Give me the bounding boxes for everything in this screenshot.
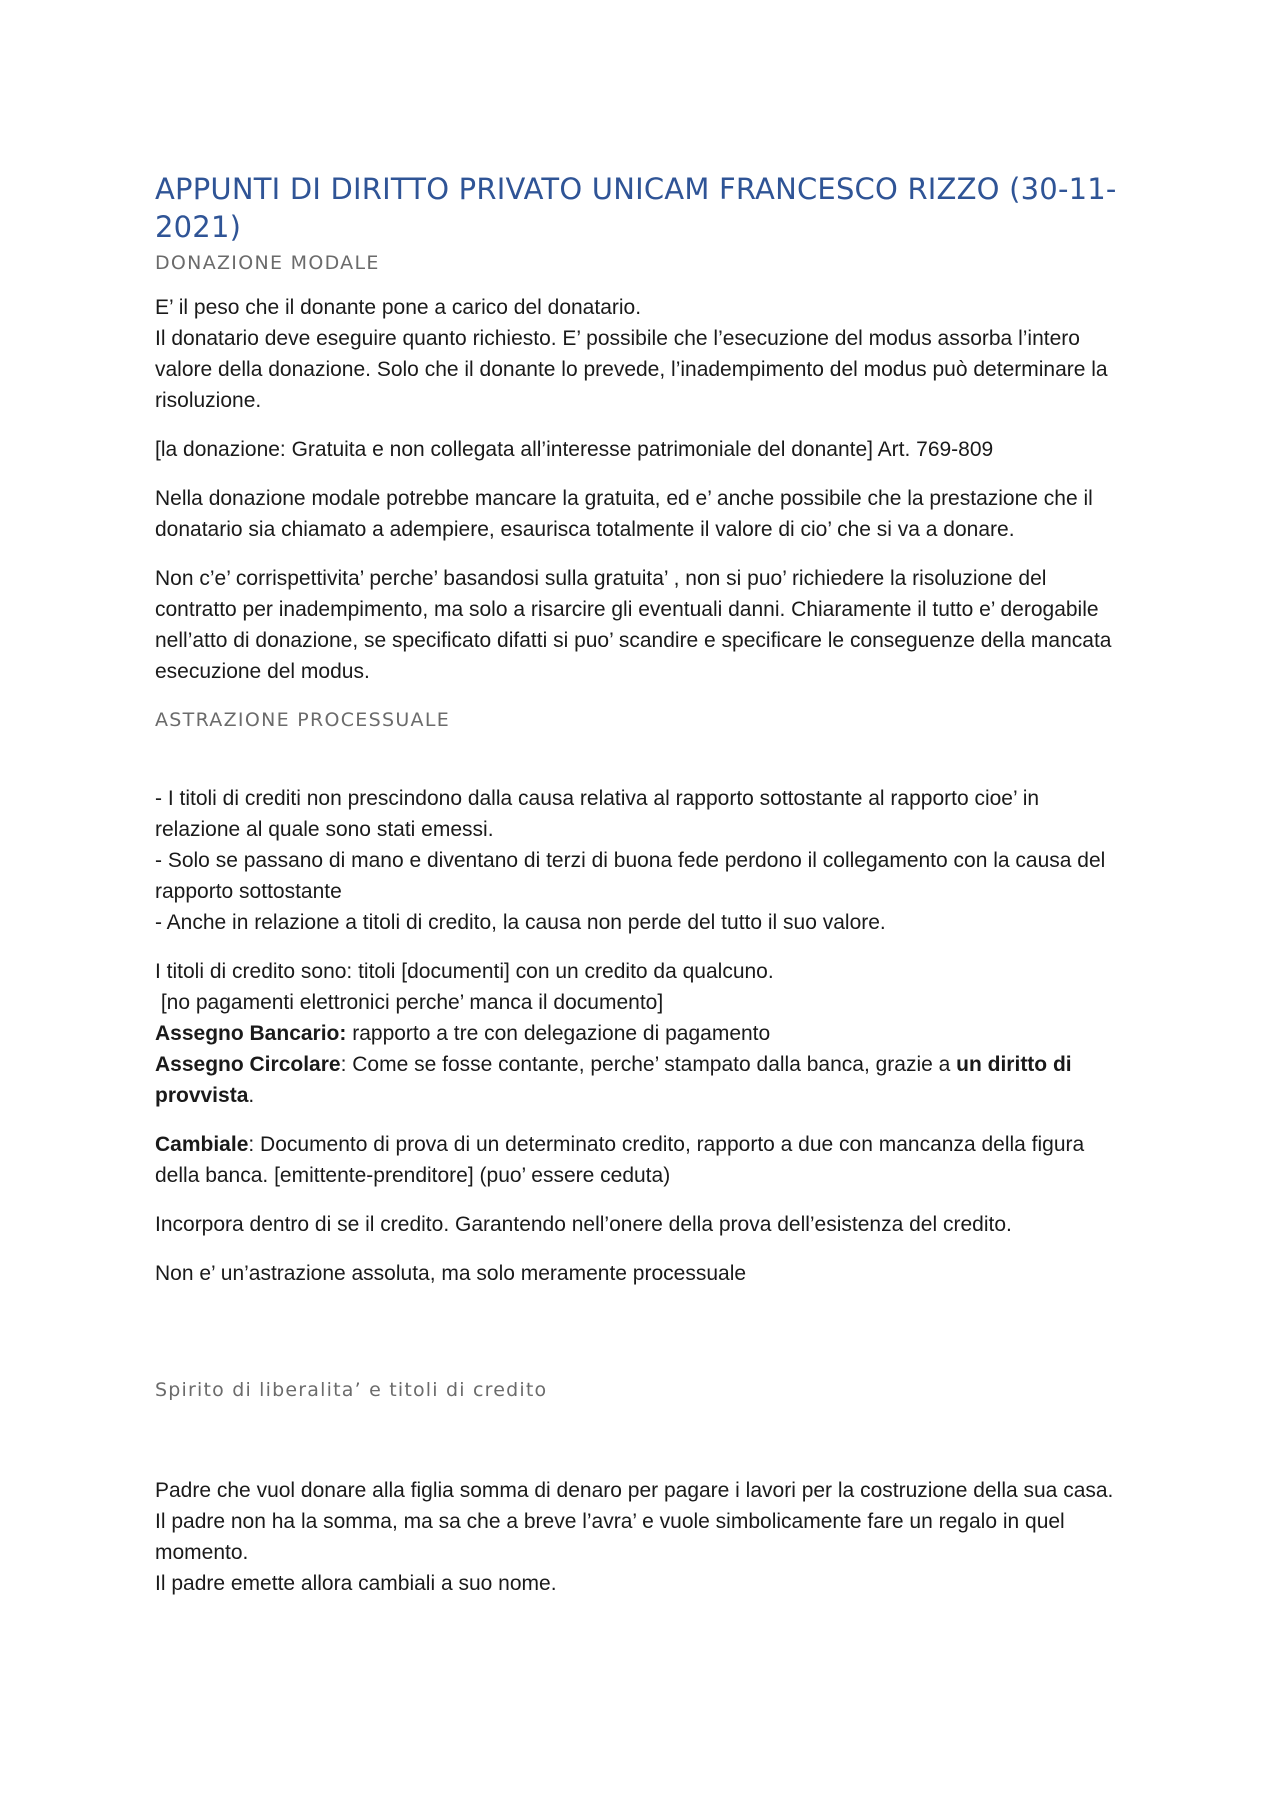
paragraph-donazione-2: [la donazione: Gratuita e non collegata all’interesse patrimoniale del donante] Art. 769-809: [155, 438, 994, 461]
bold-diritto-provvista: un diritto di provvista: [155, 1053, 1072, 1107]
definition-assegno-circolare: : Come se fosse contante, perche’ stampato dalla banca, grazie a: [340, 1053, 957, 1076]
list-item: - Anche in relazione a titoli di credito, la causa non perde del tutto il suo valore.: [155, 911, 886, 934]
document-title: APPUNTI DI DIRITTO PRIVATO UNICAM FRANCESCO RIZZO (30-11-2021): [155, 172, 1117, 244]
paragraph-incorpora: Incorpora dentro di se il credito. Garantendo nell’onere della prova dell’esistenza del credito.: [155, 1213, 1012, 1236]
line: Il padre emette allora cambiali a suo nome.: [155, 1572, 557, 1595]
paragraph-titoli: [155, 956, 1130, 1111]
document-page: [155, 170, 1130, 1599]
paragraph-spirito: [155, 1475, 1130, 1599]
line: I titoli di credito sono: titoli [documenti] con un credito da qualcuno.: [155, 960, 774, 983]
section-heading-donazione: DONAZIONE MODALE: [155, 252, 380, 274]
term-cambiale: Cambiale: [155, 1133, 249, 1156]
paragraph-donazione-1: [155, 292, 1130, 416]
list-item: - I titoli di crediti non prescindono dalla causa relativa al rapporto sottostante al rapporto cioe’ in relazione al quale sono stati emessi.: [155, 787, 1040, 841]
paragraph-donazione-3: Nella donazione modale potrebbe mancare la gratuita, ed e’ anche possibile che la prestazione che il donatario sia chiamato a adempiere, esaurisca totalmente il valore di cio’ che si va a donare.: [155, 487, 1093, 541]
line: Il padre non ha la somma, ma sa che a breve l’avra’ e vuole simbolicamente fare un regalo in quel momento.: [155, 1510, 1065, 1564]
list-item: - Solo se passano di mano e diventano di terzi di buona fede perdono il collegamento con la causa del rapporto sottostante: [155, 849, 1106, 903]
paragraph-donazione-4: Non c’e’ corrispettivita’ perche’ basandosi sulla gratuita’ , non si puo’ richiedere la risoluzione del contratto per inadempimento, ma solo a risarcire gli eventuali danni. Chiaramente il tutto e’ derogabile nell’atto di donazione, se specificato difatti si puo’ scandire e specificare le conseguenze della mancata esecuzione del modus.: [155, 567, 1112, 683]
paragraph-astrazione-assoluta: Non e’ un’astrazione assoluta, ma solo meramente processuale: [155, 1262, 747, 1285]
line: [no pagamenti elettronici perche’ manca il documento]: [155, 991, 664, 1014]
term-assegno-bancario: Assegno Bancario:: [155, 1022, 347, 1045]
paragraph-astrazione-bullets: [155, 783, 1130, 938]
definition-cambiale: : Documento di prova di un determinato credito, rapporto a due con mancanza della figura della banca. [emittente-prenditore] (puo’ essere ceduta): [155, 1133, 1085, 1187]
line: Padre che vuol donare alla figlia somma di denaro per pagare i lavori per la costruzione della sua casa.: [155, 1479, 1114, 1502]
section-heading-astrazione: ASTRAZIONE PROCESSUALE: [155, 709, 451, 731]
line: Il donatario deve eseguire quanto richiesto. E’ possibile che l’esecuzione del modus assorba l’intero valore della donazione. Solo che il donante lo prevede, l’inadempimento del modus può determinare la risoluzione.: [155, 327, 1108, 412]
period: .: [248, 1084, 255, 1107]
definition-assegno-bancario: rapporto a tre con delegazione di pagamento: [346, 1022, 771, 1045]
term-assegno-circolare: Assegno Circolare: [155, 1053, 341, 1076]
paragraph-cambiale: [155, 1129, 1130, 1191]
section-heading-spirito: Spirito di liberalita’ e titoli di credito: [155, 1379, 548, 1401]
line: E’ il peso che il donante pone a carico del donatario.: [155, 296, 642, 319]
